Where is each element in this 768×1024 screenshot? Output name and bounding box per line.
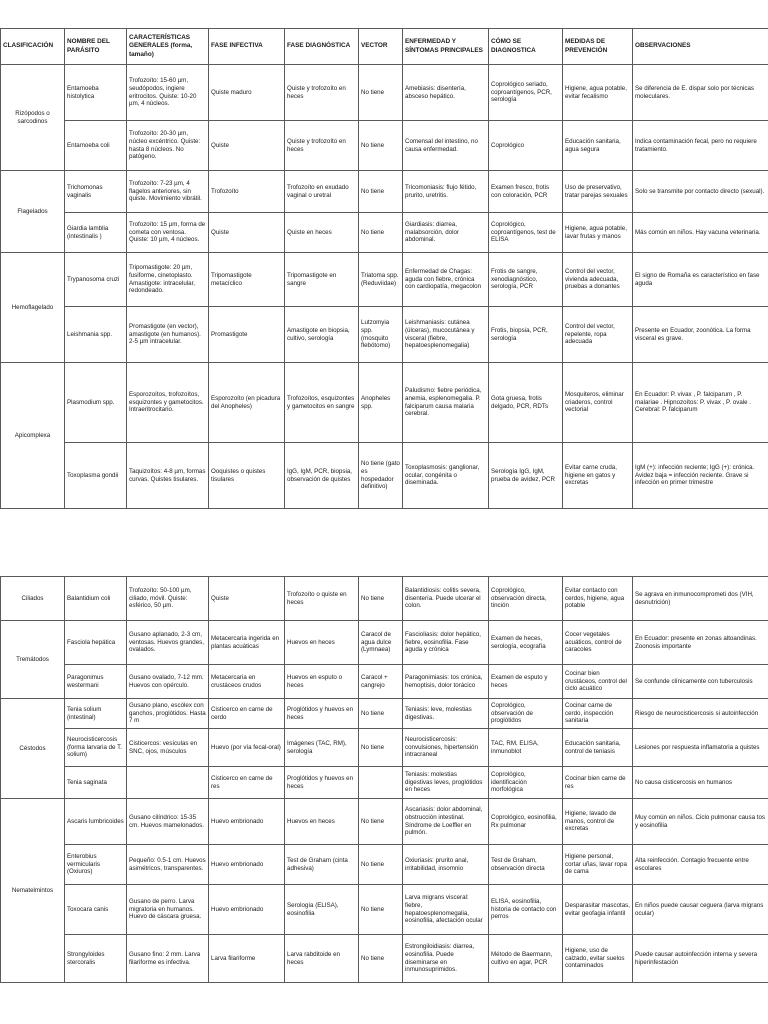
disease-cell: Amebiasis: disentería, absceso hepático. <box>403 65 489 121</box>
table-row <box>1 65 768 121</box>
characteristics-cell <box>127 767 209 799</box>
diagnosis-method-cell: Coprológico <box>489 121 563 171</box>
table-row <box>1 443 768 509</box>
classification-cell: Ciliados <box>1 577 65 621</box>
observations-cell: En niños puede causar ceguera (larva migrans ocular) <box>633 885 768 935</box>
parasite-name-cell: Balantidium coli <box>65 577 127 621</box>
parasite-table-1 <box>0 28 768 509</box>
table-body-1 <box>1 65 768 509</box>
table-row <box>1 935 768 983</box>
parasite-name-cell: Fasciola hepática <box>65 621 127 665</box>
characteristics-cell: Promastigote (en vector), amastigote (en humanos). 2-5 µm intracelular. <box>127 307 209 363</box>
vector-cell: Triatoma spp. (Reduviidae) <box>359 253 403 307</box>
disease-cell: Leishmaniasis: cutánea (úlceras), mucocutánea y visceral (fiebre, hepatoesplenomegalia) <box>403 307 489 363</box>
classification-cell: Rizópodos o sarcodinos <box>1 65 65 171</box>
disease-cell: Comensal del intestino, no causa enfermedad. <box>403 121 489 171</box>
diagnosis-method-cell: Coprológico, identificación morfológica <box>489 767 563 799</box>
table-row <box>1 171 768 213</box>
observations-cell: Solo se transmite por contacto directo (sexual). <box>633 171 768 213</box>
infective-stage-cell: Quiste <box>209 577 285 621</box>
vector-cell: No tiene <box>359 213 403 253</box>
disease-cell: Teniasis: molestias digestivas leves, proglótidos en heces <box>403 767 489 799</box>
classification-cell: Hemoflagelado <box>1 253 65 363</box>
parasite-name-cell: Neurocisticercosis (forma larvaria de T. solium) <box>65 729 127 767</box>
table-row <box>1 799 768 845</box>
prevention-cell: Evitar contacto con cerdos, higiene, agua potable <box>563 577 633 621</box>
observations-cell: Indica contaminación fecal, pero no requiere tratamiento. <box>633 121 768 171</box>
observations-cell: Presente en Ecuador, zoonótica. La forma visceral es grave. <box>633 307 768 363</box>
header-cell: FASE DIAGNÓSTICA <box>285 29 359 65</box>
disease-cell: Paragonimiasis: tos crónica, hemoptisis, dolor torácico <box>403 665 489 699</box>
parasite-name-cell: Enterobius vermicularis (Oxiuros) <box>65 845 127 885</box>
diagnostic-stage-cell: Tripomastigote en sangre <box>285 253 359 307</box>
diagnostic-stage-cell: Amastigote en biopsia, cultivo, serología <box>285 307 359 363</box>
parasite-name-cell: Strongyloides stercoralis <box>65 935 127 983</box>
diagnostic-stage-cell: Larva rabditoide en heces <box>285 935 359 983</box>
classification-cell: Tremátodos <box>1 621 65 699</box>
characteristics-cell: Trofozoíto: 20-30 µm, núcleo excéntrico. Quiste: hasta 8 núcleos. No patógeno. <box>127 121 209 171</box>
infective-stage-cell: Cisticerco en carne de cerdo <box>209 699 285 729</box>
characteristics-cell: Trofozoíto: 50-100 µm, ciliado, móvil. Quiste: esférico, 50 µm. <box>127 577 209 621</box>
diagnostic-stage-cell: Quiste y trofozoíto en heces <box>285 121 359 171</box>
table-row <box>1 307 768 363</box>
header-cell: CÓMO SE DIAGNOSTICA <box>489 29 563 65</box>
prevention-cell: Control del vector, repelente, ropa adecuada <box>563 307 633 363</box>
diagnosis-method-cell: TAC, RM, ELISA, inmunoblot <box>489 729 563 767</box>
infective-stage-cell: Metacercaria ingerida en plantas acuáticas <box>209 621 285 665</box>
parasite-name-cell: Entamoeba histolytica <box>65 65 127 121</box>
disease-cell: Teniasis: leve, molestias digestivas. <box>403 699 489 729</box>
vector-cell: Caracol de agua dulce (Lymnaea) <box>359 621 403 665</box>
characteristics-cell: Gusano plano, escólex con ganchos, proglótidos. Hasta 7 m <box>127 699 209 729</box>
diagnostic-stage-cell: Trofozoíto en exudado vaginal o uretral <box>285 171 359 213</box>
vector-cell: No tiene <box>359 121 403 171</box>
header-cell: CLASIFICACIÓN <box>1 29 65 65</box>
characteristics-cell: Gusano cilíndrico: 15-35 cm. Huevos mamelonados. <box>127 799 209 845</box>
classification-cell: Céstodos <box>1 699 65 799</box>
header-cell: MEDIDAS DE PREVENCIÓN <box>563 29 633 65</box>
diagnosis-method-cell: Examen de esputo y heces <box>489 665 563 699</box>
characteristics-cell: Taquizoítos: 4-8 µm, formas curvas. Quistes tisulares. <box>127 443 209 509</box>
header-cell: ENFERMEDAD Y SÍNTOMAS PRINCIPALES <box>403 29 489 65</box>
prevention-cell: Higiene, uso de calzado, evitar suelos contaminados <box>563 935 633 983</box>
vector-cell: Lutzomyia spp. (mosquito flebótomo) <box>359 307 403 363</box>
parasite-name-cell: Tenia solium (intestinal) <box>65 699 127 729</box>
diagnostic-stage-cell: Quiste y trofozoíto en heces <box>285 65 359 121</box>
diagnosis-method-cell: Coprológico, coproantígenos, test de ELISA <box>489 213 563 253</box>
disease-cell: Enfermedad de Chagas: aguda con fiebre, crónica con cardiopatía, megacolon <box>403 253 489 307</box>
header-row <box>1 29 768 65</box>
characteristics-cell: Trofozoíto: 7-23 µm, 4 flagelos anteriores, sin quiste. Movimiento vibrátil. <box>127 171 209 213</box>
diagnosis-method-cell: Test de Graham, observación directa <box>489 845 563 885</box>
vector-cell: Anopheles spp. <box>359 363 403 443</box>
classification-cell: Apicomplexa <box>1 363 65 509</box>
table-row <box>1 767 768 799</box>
prevention-cell: Cocinar carne de cerdo, inspección sanitaria <box>563 699 633 729</box>
infective-stage-cell: Quiste maduro <box>209 65 285 121</box>
diagnosis-method-cell: Coprológico, observación directa, tinción <box>489 577 563 621</box>
observations-cell: Puede causar autoinfección interna y severa hiperinfestación <box>633 935 768 983</box>
infective-stage-cell: Quiste <box>209 121 285 171</box>
characteristics-cell: Cisticercos: vesículas en SNC, ojos, músculos <box>127 729 209 767</box>
prevention-cell: Cocer vegetales acuáticos, control de caracoles <box>563 621 633 665</box>
observations-cell: El signo de Romaña es característico en fase aguda <box>633 253 768 307</box>
diagnostic-stage-cell: Imágenes (TAC, RM), serología <box>285 729 359 767</box>
vector-cell: No tiene <box>359 65 403 121</box>
diagnosis-method-cell: Método de Baermann, cultivo en agar, PCR <box>489 935 563 983</box>
infective-stage-cell: Huevo embrionado <box>209 799 285 845</box>
sheet-page-2 <box>0 576 768 983</box>
diagnostic-stage-cell: Trofozoíto o quiste en heces <box>285 577 359 621</box>
parasite-name-cell: Toxocara canis <box>65 885 127 935</box>
prevention-cell: Educación sanitaria, control de teniasis <box>563 729 633 767</box>
parasite-name-cell: Entamoeba coli <box>65 121 127 171</box>
characteristics-cell: Esporozoítos, trofozoítos, esquizontes y gametocitos. Intraeritrocitario. <box>127 363 209 443</box>
diagnostic-stage-cell: Test de Graham (cinta adhesiva) <box>285 845 359 885</box>
diagnostic-stage-cell: Serología (ELISA), eosinofilia <box>285 885 359 935</box>
prevention-cell: Mosquiteros, eliminar criaderos, control vectorial <box>563 363 633 443</box>
observations-cell: Más común en niños. Hay vacuna veterinaria. <box>633 213 768 253</box>
diagnosis-method-cell: Coprológico seriado, coproantígenos, PCR, serología <box>489 65 563 121</box>
characteristics-cell: Gusano fino: 2 mm. Larva filariforme es infectiva. <box>127 935 209 983</box>
diagnosis-method-cell: Examen de heces, serología, ecografía <box>489 621 563 665</box>
vector-cell: Caracol + cangrejo <box>359 665 403 699</box>
vector-cell: No tiene <box>359 935 403 983</box>
parasite-name-cell: Plasmodium spp. <box>65 363 127 443</box>
disease-cell: Paludismo: fiebre periódica, anemia, esplenomegalia. P. falciparum causa malaria cerebral. <box>403 363 489 443</box>
observations-cell: Alta reinfección. Contagio frecuente entre escolares <box>633 845 768 885</box>
characteristics-cell: Pequeño: 0.5-1 cm. Huevos asimétricos, transparentes. <box>127 845 209 885</box>
infective-stage-cell: Promastigote <box>209 307 285 363</box>
table-row <box>1 363 768 443</box>
observations-cell: IgM (+): infección reciente; IgG (+): crónica. Avidez baja = infección reciente. Grave si infección en primer trimestre <box>633 443 768 509</box>
table-row <box>1 577 768 621</box>
table-row <box>1 665 768 699</box>
vector-cell: No tiene (gato es hospedador definitivo) <box>359 443 403 509</box>
parasite-name-cell: Leishmania spp. <box>65 307 127 363</box>
table-row <box>1 885 768 935</box>
vector-cell: No tiene <box>359 171 403 213</box>
disease-cell: Balantidiosis: colitis severa, disentería. Puede ulcerar el colon. <box>403 577 489 621</box>
disease-cell: Estrongiloidiasis: diarrea, eosinofilia. Puede diseminarse en inmunosuprimidos. <box>403 935 489 983</box>
table-row <box>1 121 768 171</box>
table-body-2 <box>1 577 768 983</box>
vector-cell: No tiene <box>359 577 403 621</box>
infective-stage-cell: Larva filariforme <box>209 935 285 983</box>
disease-cell: Toxoplasmosis: ganglionar, ocular, congénita o diseminada. <box>403 443 489 509</box>
header-cell: FASE INFECTIVA <box>209 29 285 65</box>
observations-cell: Muy común en niños. Ciclo pulmonar causa tos y eosinofilia <box>633 799 768 845</box>
infective-stage-cell: Cisticerco en carne de res <box>209 767 285 799</box>
observations-cell: Se agrava en inmunocomprometi dos (VIH, desnutrición) <box>633 577 768 621</box>
disease-cell: Fascioliasis: dolor hepático, fiebre, eosinofilia. Fase aguda y crónica <box>403 621 489 665</box>
infective-stage-cell: Quiste <box>209 213 285 253</box>
diagnosis-method-cell: Coprológico, observación de proglótidos <box>489 699 563 729</box>
table-row <box>1 699 768 729</box>
header-cell: CARACTERÍSTICAS GENERALES (forma, tamaño) <box>127 29 209 65</box>
parasite-name-cell: Ascaris lumbricoides <box>65 799 127 845</box>
diagnosis-method-cell: Frotis de sangre, xenodiagnóstico, serología, PCR <box>489 253 563 307</box>
infective-stage-cell: Trofozoíto <box>209 171 285 213</box>
diagnostic-stage-cell: Proglótidos y huevos en heces <box>285 767 359 799</box>
prevention-cell: Higiene personal, cortar uñas, lavar ropa de cama <box>563 845 633 885</box>
prevention-cell: Evitar carne cruda, higiene en gatos y excretas <box>563 443 633 509</box>
vector-cell: No tiene <box>359 845 403 885</box>
prevention-cell: Uso de preservativo, tratar parejas sexuales <box>563 171 633 213</box>
infective-stage-cell: Metacercaria en crustáceos crudos <box>209 665 285 699</box>
observations-cell: En Ecuador: presente en zonas altoandinas. Zoonosis importante <box>633 621 768 665</box>
vector-cell: No tiene <box>359 729 403 767</box>
diagnosis-method-cell: Examen fresco, frotis con coloración, PCR <box>489 171 563 213</box>
diagnosis-method-cell: Frotis, biopsia, PCR, serología <box>489 307 563 363</box>
characteristics-cell: Tripomastigote: 20 µm, fusiforme, cinetoplasto. Amastigote: intracelular, redondeado. <box>127 253 209 307</box>
parasite-name-cell: Trypanosoma cruzi <box>65 253 127 307</box>
diagnostic-stage-cell: Huevos en esputo o heces <box>285 665 359 699</box>
table-row <box>1 253 768 307</box>
infective-stage-cell: Ooquistes o quistes tisulares <box>209 443 285 509</box>
observations-cell: No causa cisticercosis en humanos <box>633 767 768 799</box>
table-row <box>1 729 768 767</box>
diagnostic-stage-cell: Huevos en heces <box>285 621 359 665</box>
header-cell: VECTOR <box>359 29 403 65</box>
infective-stage-cell: Huevo embrionado <box>209 845 285 885</box>
parasite-name-cell: Trichomonas vaginalis <box>65 171 127 213</box>
disease-cell: Larva migrans visceral: fiebre, hepatoesplenomegalia, eosinofilia, afectación ocular <box>403 885 489 935</box>
vector-cell <box>359 767 403 799</box>
parasite-name-cell: Tenia saginata <box>65 767 127 799</box>
observations-cell: Lesiones por respuesta inflamatoria a quistes <box>633 729 768 767</box>
characteristics-cell: Gusano de perro. Larva migratoria en humanos. Huevo de cáscara gruesa. <box>127 885 209 935</box>
diagnostic-stage-cell: Quiste en heces <box>285 213 359 253</box>
parasite-name-cell: Toxoplasma gondii <box>65 443 127 509</box>
classification-cell: Flagelados <box>1 171 65 253</box>
prevention-cell: Higiene, agua potable, evitar fecalismo <box>563 65 633 121</box>
diagnostic-stage-cell: Huevos en heces <box>285 799 359 845</box>
table-row <box>1 845 768 885</box>
characteristics-cell: Gusano ovalado, 7-12 mm. Huevos con opérculo. <box>127 665 209 699</box>
infective-stage-cell: Huevo embrionado <box>209 885 285 935</box>
parasite-table-2 <box>0 576 768 983</box>
header-cell: OBSERVACIONES <box>633 29 768 65</box>
disease-cell: Ascariasis: dolor abdominal, obstrucción intestinal. Síndrome de Loeffler en pulmón. <box>403 799 489 845</box>
parasite-name-cell: Paragonimus westermani <box>65 665 127 699</box>
prevention-cell: Desparasitar mascotas, evitar geofagia infantil <box>563 885 633 935</box>
diagnostic-stage-cell: Proglótidos y huevos en heces <box>285 699 359 729</box>
table-row <box>1 213 768 253</box>
diagnostic-stage-cell: IgG, IgM, PCR, biopsia, observación de quistes <box>285 443 359 509</box>
disease-cell: Neurocisticercosis: convulsiones, hipertensión intracraneal <box>403 729 489 767</box>
observations-cell: Riesgo de neurocisticercosis si autoinfección <box>633 699 768 729</box>
disease-cell: Tricomoniasis: flujo fétido, prurito, uretritis. <box>403 171 489 213</box>
observations-cell: Se confunde clínicamente con tuberculosis <box>633 665 768 699</box>
characteristics-cell: Trofozoíto: 15 µm, forma de cometa con ventosa. Quiste: 10 µm, 4 núcleos. <box>127 213 209 253</box>
diagnostic-stage-cell: Trofozoítos, esquizontes y gametocitos en sangre <box>285 363 359 443</box>
disease-cell: Giardiasis: diarrea, malabsorción, dolor abdominal. <box>403 213 489 253</box>
characteristics-cell: Gusano aplanado, 2-3 cm, ventosas. Huevos grandes, ovalados. <box>127 621 209 665</box>
diagnosis-method-cell: Coprológico, eosinofilia, Rx pulmonar <box>489 799 563 845</box>
infective-stage-cell: Esporozoíto (en picadura del Anopheles) <box>209 363 285 443</box>
vector-cell: No tiene <box>359 799 403 845</box>
prevention-cell: Cocinar bien crustáceos, control del ciclo acuático <box>563 665 633 699</box>
observations-cell: En Ecuador: P. vivax , P. falciparum , P. malariae . Hipnozoítos: P. vivax , P. ovale . Cerebral: P. falciparum <box>633 363 768 443</box>
prevention-cell: Educación sanitaria, agua segura <box>563 121 633 171</box>
diagnosis-method-cell: Gota gruesa, frotis delgado, PCR, RDTs <box>489 363 563 443</box>
diagnosis-method-cell: ELISA, eosinofilia, historia de contacto con perros <box>489 885 563 935</box>
table-row <box>1 621 768 665</box>
diagnosis-method-cell: Serología IgG, IgM, prueba de avidez, PCR <box>489 443 563 509</box>
prevention-cell: Control del vector, vivienda adecuada, pruebas a donantes <box>563 253 633 307</box>
sheet-page-1 <box>0 28 768 509</box>
characteristics-cell: Trofozoíto: 15-60 µm, seudópodos, ingiere eritrocitos. Quiste: 10-20 µm, 4 núcleos. <box>127 65 209 121</box>
prevention-cell: Higiene, lavado de manos, control de excretas <box>563 799 633 845</box>
observations-cell: Se diferencia de E. dispar solo por técnicas moleculares. <box>633 65 768 121</box>
prevention-cell: Cocinar bien carne de res <box>563 767 633 799</box>
parasite-name-cell: Giardia lamblia (intestinalis ) <box>65 213 127 253</box>
prevention-cell: Higiene, agua potable, lavar frutas y manos <box>563 213 633 253</box>
infective-stage-cell: Tripomastigote metacíclico <box>209 253 285 307</box>
vector-cell: No tiene <box>359 885 403 935</box>
vector-cell: No tiene <box>359 699 403 729</box>
infective-stage-cell: Huevo (por vía fecal-oral) <box>209 729 285 767</box>
classification-cell: Nematelmintos <box>1 799 65 983</box>
header-cell: NOMBRE DEL PARÁSITO <box>65 29 127 65</box>
disease-cell: Oxiuriasis: prurito anal, irritabilidad, insomnio <box>403 845 489 885</box>
